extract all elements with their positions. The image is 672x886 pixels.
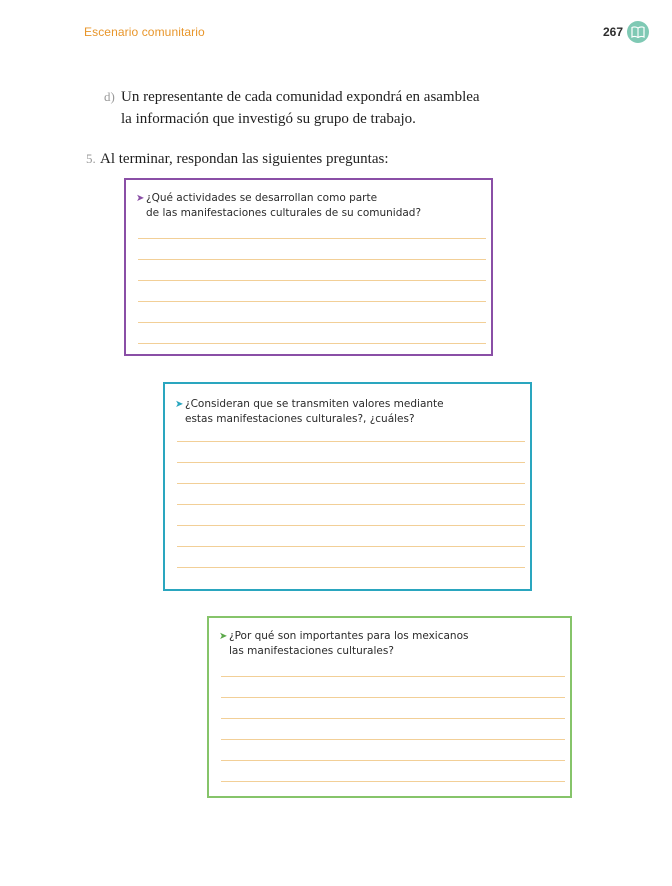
arrow-icon: ➤ xyxy=(136,193,145,204)
arrow-icon: ➤ xyxy=(175,399,184,410)
answer-line[interactable] xyxy=(221,760,565,781)
answer-line[interactable] xyxy=(221,781,565,802)
answer-line[interactable] xyxy=(177,483,525,504)
answer-line[interactable] xyxy=(138,238,486,259)
answer-line[interactable] xyxy=(221,697,565,718)
answer-line[interactable] xyxy=(138,322,486,343)
question-box-3 xyxy=(207,616,572,798)
item-d-line1: Un representante de cada comunidad expondrá en asamblea xyxy=(121,89,480,105)
answer-line[interactable] xyxy=(221,676,565,697)
answer-line[interactable] xyxy=(138,280,486,301)
question-text xyxy=(175,397,444,427)
question-text xyxy=(219,629,469,659)
answer-line[interactable] xyxy=(177,504,525,525)
arrow-icon: ➤ xyxy=(219,631,228,642)
question-box-2 xyxy=(163,382,532,591)
item-d-line2: la información que investigó su grupo de trabajo. xyxy=(121,111,416,127)
answer-line[interactable] xyxy=(138,301,486,322)
instruction-item-d xyxy=(104,86,564,130)
answer-line[interactable] xyxy=(221,739,565,760)
question-line2: las manifestaciones culturales? xyxy=(229,645,394,657)
question-text xyxy=(136,191,421,221)
item-marker: 5. xyxy=(86,151,96,166)
answer-line[interactable] xyxy=(177,462,525,483)
question-line1: ¿Por qué son importantes para los mexicanos xyxy=(229,630,469,642)
question-line2: estas manifestaciones culturales?, ¿cuáles? xyxy=(185,413,415,425)
answer-lines[interactable] xyxy=(221,676,565,802)
answer-line[interactable] xyxy=(221,718,565,739)
answer-line[interactable] xyxy=(138,259,486,280)
answer-lines[interactable] xyxy=(177,441,525,588)
question-box-1 xyxy=(124,178,493,356)
question-line1: ¿Qué actividades se desarrollan como parte xyxy=(146,192,378,204)
question-line1: ¿Consideran que se transmiten valores mediante xyxy=(185,398,444,410)
item-marker: d) xyxy=(104,89,115,104)
answer-line[interactable] xyxy=(177,441,525,462)
answer-line[interactable] xyxy=(177,567,525,588)
answer-line[interactable] xyxy=(177,546,525,567)
section-title: Escenario comunitario xyxy=(84,25,205,39)
instruction-item-5 xyxy=(86,149,389,169)
answer-line[interactable] xyxy=(177,525,525,546)
answer-line[interactable] xyxy=(138,343,486,364)
book-icon xyxy=(627,21,649,43)
page-number: 267 xyxy=(603,25,624,39)
answer-lines[interactable] xyxy=(138,238,486,364)
item-5-text: Al terminar, respondan las siguientes preguntas: xyxy=(100,151,389,167)
question-line2: de las manifestaciones culturales de su comunidad? xyxy=(146,207,422,219)
